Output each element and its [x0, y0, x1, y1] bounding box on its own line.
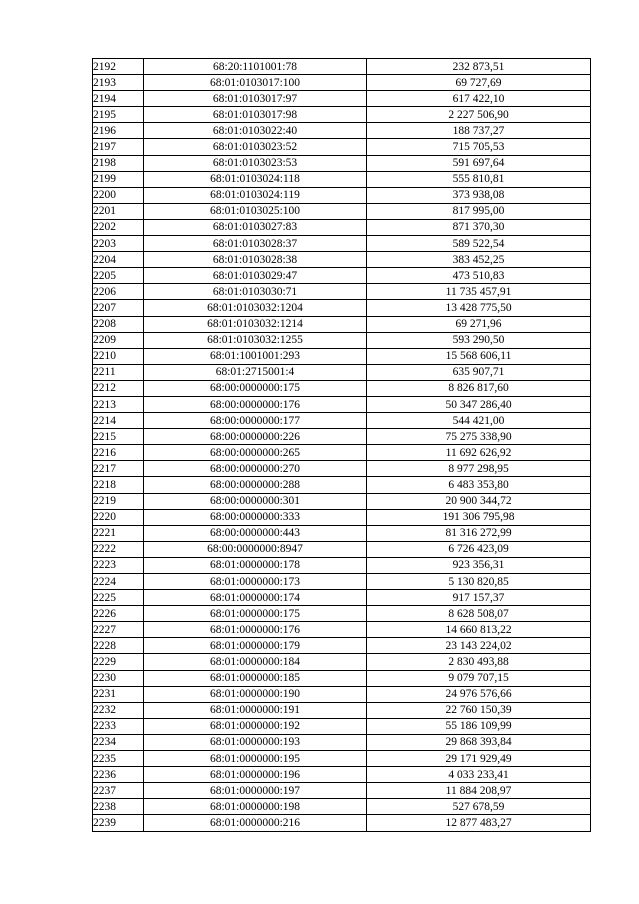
cadastral-value: 589 522,54: [367, 236, 591, 252]
cadastral-value: 11 735 457,91: [367, 284, 591, 300]
cadastral-number: 68:01:0000000:178: [144, 557, 367, 573]
table-row: [93, 123, 591, 139]
cadastral-value: 69 727,69: [367, 75, 591, 91]
cadastral-value: 55 186 109,99: [367, 718, 591, 734]
cadastral-number: 68:01:0103024:119: [144, 187, 367, 203]
table-row: [93, 590, 591, 606]
cadastral-number: 68:01:0103024:118: [144, 171, 367, 187]
table-row: [93, 284, 591, 300]
table-row: [93, 767, 591, 783]
cadastral-number: 68:00:0000000:288: [144, 477, 367, 493]
cadastral-number: 68:00:0000000:176: [144, 396, 367, 412]
cadastral-number: 68:01:1001001:293: [144, 348, 367, 364]
table-row: [93, 268, 591, 284]
cadastral-number: 68:01:0000000:175: [144, 606, 367, 622]
cadastral-value: 6 726 423,09: [367, 541, 591, 557]
row-number: 2206: [93, 284, 144, 300]
row-number: 2193: [93, 75, 144, 91]
table-row: [93, 219, 591, 235]
cadastral-value: 29 868 393,84: [367, 734, 591, 750]
row-number: 2234: [93, 734, 144, 750]
cadastral-number: 68:01:0103017:97: [144, 91, 367, 107]
row-number: 2221: [93, 525, 144, 541]
row-number: 2196: [93, 123, 144, 139]
cadastral-number: 68:00:0000000:8947: [144, 541, 367, 557]
row-number: 2203: [93, 236, 144, 252]
cadastral-value: 923 356,31: [367, 557, 591, 573]
cadastral-number: 68:01:2715001:4: [144, 364, 367, 380]
cadastral-value: 383 452,25: [367, 252, 591, 268]
table-row: [93, 236, 591, 252]
table-row: [93, 574, 591, 590]
row-number: 2238: [93, 799, 144, 815]
table-row: [93, 686, 591, 702]
cadastral-value: 527 678,59: [367, 799, 591, 815]
table-row: [93, 252, 591, 268]
cadastral-number: 68:01:0000000:185: [144, 670, 367, 686]
cadastral-number: 68:01:0000000:179: [144, 638, 367, 654]
row-number: 2202: [93, 219, 144, 235]
row-number: 2207: [93, 300, 144, 316]
cadastral-number: 68:01:0103028:38: [144, 252, 367, 268]
row-number: 2217: [93, 461, 144, 477]
row-number: 2201: [93, 203, 144, 219]
row-number: 2231: [93, 686, 144, 702]
cadastral-number: 68:01:0000000:216: [144, 815, 367, 831]
cadastral-number: 68:01:0103029:47: [144, 268, 367, 284]
cadastral-value: 473 510,83: [367, 268, 591, 284]
row-number: 2214: [93, 413, 144, 429]
row-number: 2229: [93, 654, 144, 670]
table-row: [93, 396, 591, 412]
row-number: 2215: [93, 429, 144, 445]
row-number: 2239: [93, 815, 144, 831]
cadastral-value-table: [92, 58, 591, 832]
table-row: [93, 155, 591, 171]
cadastral-value: 13 428 775,50: [367, 300, 591, 316]
cadastral-number: 68:01:0000000:184: [144, 654, 367, 670]
cadastral-number: 68:01:0103025:100: [144, 203, 367, 219]
table-row: [93, 799, 591, 815]
row-number: 2219: [93, 493, 144, 509]
table-row: [93, 622, 591, 638]
cadastral-number: 68:01:0103017:100: [144, 75, 367, 91]
cadastral-value: 24 976 576,66: [367, 686, 591, 702]
cadastral-value: 6 483 353,80: [367, 477, 591, 493]
cadastral-value: 15 568 606,11: [367, 348, 591, 364]
cadastral-value: 2 227 506,90: [367, 107, 591, 123]
table-row: [93, 670, 591, 686]
cadastral-number: 68:00:0000000:175: [144, 380, 367, 396]
cadastral-value: 50 347 286,40: [367, 396, 591, 412]
table-row: [93, 332, 591, 348]
cadastral-value: 591 697,64: [367, 155, 591, 171]
table-row: [93, 461, 591, 477]
cadastral-number: 68:01:0000000:191: [144, 702, 367, 718]
cadastral-value: 9 079 707,15: [367, 670, 591, 686]
row-number: 2223: [93, 557, 144, 573]
row-number: 2199: [93, 171, 144, 187]
table-row: [93, 187, 591, 203]
cadastral-value: 715 705,53: [367, 139, 591, 155]
table-row: [93, 541, 591, 557]
row-number: 2232: [93, 702, 144, 718]
row-number: 2237: [93, 783, 144, 799]
table-row: [93, 91, 591, 107]
table-row: [93, 751, 591, 767]
row-number: 2228: [93, 638, 144, 654]
table-row: [93, 525, 591, 541]
cadastral-value: 69 271,96: [367, 316, 591, 332]
table-row: [93, 718, 591, 734]
cadastral-value: 871 370,30: [367, 219, 591, 235]
row-number: 2198: [93, 155, 144, 171]
cadastral-value: 817 995,00: [367, 203, 591, 219]
row-number: 2224: [93, 574, 144, 590]
row-number: 2235: [93, 751, 144, 767]
cadastral-value: 29 171 929,49: [367, 751, 591, 767]
cadastral-number: 68:01:0103022:40: [144, 123, 367, 139]
cadastral-number: 68:01:0000000:198: [144, 799, 367, 815]
cadastral-number: 68:00:0000000:177: [144, 413, 367, 429]
row-number: 2225: [93, 590, 144, 606]
table-row: [93, 429, 591, 445]
cadastral-number: 68:01:0000000:176: [144, 622, 367, 638]
cadastral-number: 68:00:0000000:443: [144, 525, 367, 541]
table-row: [93, 654, 591, 670]
cadastral-number: 68:01:0000000:197: [144, 783, 367, 799]
cadastral-value: 373 938,08: [367, 187, 591, 203]
cadastral-value: 81 316 272,99: [367, 525, 591, 541]
row-number: 2222: [93, 541, 144, 557]
cadastral-value: 4 033 233,41: [367, 767, 591, 783]
table-row: [93, 300, 591, 316]
cadastral-number: 68:01:0103023:53: [144, 155, 367, 171]
cadastral-number: 68:01:0000000:195: [144, 751, 367, 767]
cadastral-number: 68:00:0000000:265: [144, 445, 367, 461]
row-number: 2210: [93, 348, 144, 364]
table-row: [93, 509, 591, 525]
cadastral-number: 68:01:0103028:37: [144, 236, 367, 252]
table-row: [93, 702, 591, 718]
cadastral-value: 14 660 813,22: [367, 622, 591, 638]
cadastral-value: 593 290,50: [367, 332, 591, 348]
table-body: [93, 59, 591, 832]
cadastral-value: 12 877 483,27: [367, 815, 591, 831]
table-row: [93, 316, 591, 332]
table-row: [93, 413, 591, 429]
table-row: [93, 606, 591, 622]
table-row: [93, 493, 591, 509]
table-row: [93, 107, 591, 123]
row-number: 2192: [93, 59, 144, 75]
cadastral-number: 68:01:0000000:196: [144, 767, 367, 783]
cadastral-value: 188 737,27: [367, 123, 591, 139]
cadastral-number: 68:01:0000000:174: [144, 590, 367, 606]
cadastral-value: 11 692 626,92: [367, 445, 591, 461]
cadastral-number: 68:00:0000000:301: [144, 493, 367, 509]
table-row: [93, 364, 591, 380]
cadastral-number: 68:01:0103023:52: [144, 139, 367, 155]
cadastral-value: 544 421,00: [367, 413, 591, 429]
cadastral-number: 68:01:0103032:1255: [144, 332, 367, 348]
cadastral-value: 232 873,51: [367, 59, 591, 75]
cadastral-value: 555 810,81: [367, 171, 591, 187]
cadastral-number: 68:01:0000000:192: [144, 718, 367, 734]
cadastral-value: 917 157,37: [367, 590, 591, 606]
cadastral-number: 68:01:0103030:71: [144, 284, 367, 300]
cadastral-number: 68:00:0000000:226: [144, 429, 367, 445]
cadastral-number: 68:00:0000000:270: [144, 461, 367, 477]
cadastral-number: 68:01:0103032:1204: [144, 300, 367, 316]
cadastral-value: 23 143 224,02: [367, 638, 591, 654]
table-row: [93, 348, 591, 364]
cadastral-number: 68:01:0103032:1214: [144, 316, 367, 332]
cadastral-value: 8 628 508,07: [367, 606, 591, 622]
row-number: 2227: [93, 622, 144, 638]
row-number: 2197: [93, 139, 144, 155]
row-number: 2195: [93, 107, 144, 123]
cadastral-value: 2 830 493,88: [367, 654, 591, 670]
table-row: [93, 557, 591, 573]
table-row: [93, 815, 591, 831]
cadastral-value: 11 884 208,97: [367, 783, 591, 799]
cadastral-value: 22 760 150,39: [367, 702, 591, 718]
table-row: [93, 139, 591, 155]
row-number: 2205: [93, 268, 144, 284]
row-number: 2233: [93, 718, 144, 734]
cadastral-value: 75 275 338,90: [367, 429, 591, 445]
cadastral-number: 68:01:0103017:98: [144, 107, 367, 123]
table-row: [93, 380, 591, 396]
cadastral-number: 68:01:0000000:173: [144, 574, 367, 590]
table-row: [93, 171, 591, 187]
cadastral-value: 20 900 344,72: [367, 493, 591, 509]
row-number: 2218: [93, 477, 144, 493]
row-number: 2212: [93, 380, 144, 396]
table-row: [93, 59, 591, 75]
table-row: [93, 734, 591, 750]
row-number: 2211: [93, 364, 144, 380]
table-row: [93, 203, 591, 219]
cadastral-number: 68:01:0103027:83: [144, 219, 367, 235]
row-number: 2226: [93, 606, 144, 622]
row-number: 2204: [93, 252, 144, 268]
table-row: [93, 783, 591, 799]
row-number: 2236: [93, 767, 144, 783]
table-row: [93, 638, 591, 654]
cadastral-value: 8 977 298,95: [367, 461, 591, 477]
cadastral-value: 635 907,71: [367, 364, 591, 380]
cadastral-number: 68:01:0000000:193: [144, 734, 367, 750]
row-number: 2213: [93, 396, 144, 412]
cadastral-number: 68:01:0000000:190: [144, 686, 367, 702]
cadastral-number: 68:00:0000000:333: [144, 509, 367, 525]
row-number: 2209: [93, 332, 144, 348]
table-row: [93, 445, 591, 461]
row-number: 2208: [93, 316, 144, 332]
table-row: [93, 75, 591, 91]
cadastral-value: 191 306 795,98: [367, 509, 591, 525]
row-number: 2194: [93, 91, 144, 107]
row-number: 2230: [93, 670, 144, 686]
row-number: 2200: [93, 187, 144, 203]
row-number: 2220: [93, 509, 144, 525]
cadastral-value: 617 422,10: [367, 91, 591, 107]
cadastral-number: 68:20:1101001:78: [144, 59, 367, 75]
row-number: 2216: [93, 445, 144, 461]
table-row: [93, 477, 591, 493]
cadastral-value: 5 130 820,85: [367, 574, 591, 590]
cadastral-value: 8 826 817,60: [367, 380, 591, 396]
